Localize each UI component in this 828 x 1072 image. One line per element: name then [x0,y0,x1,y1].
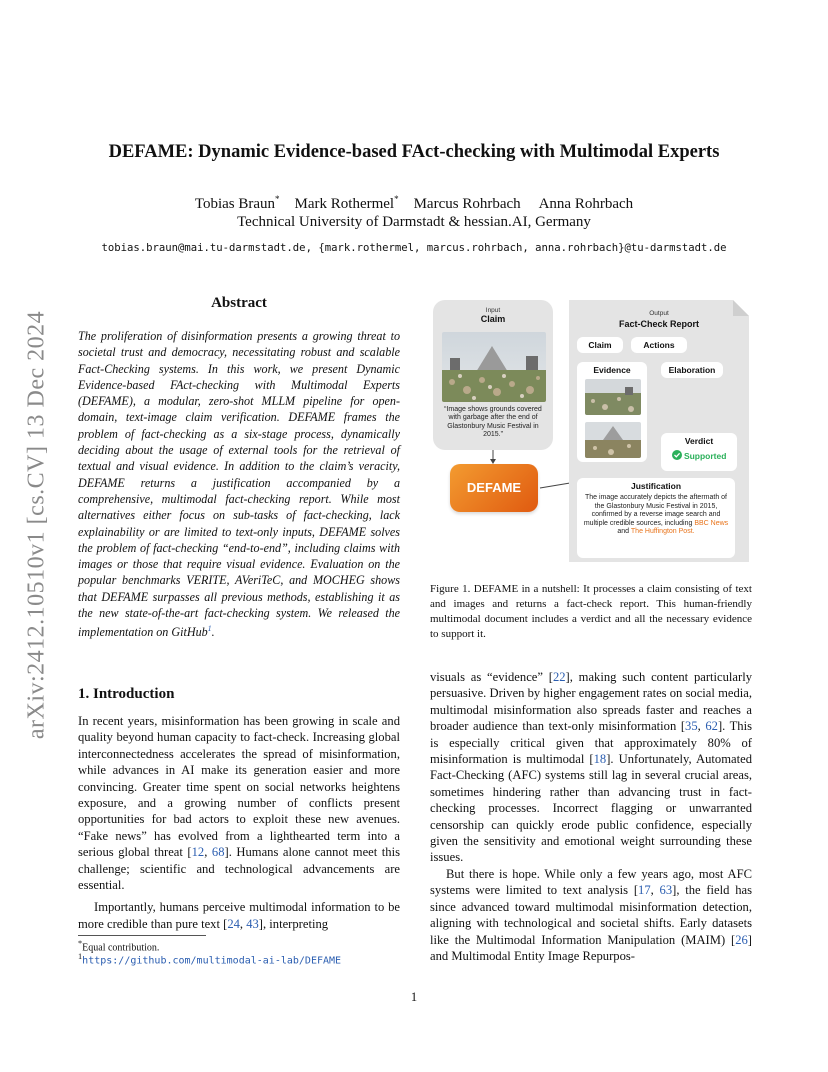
citation[interactable]: 62 [705,719,718,734]
author-emails: tobias.braun@mai.tu-darmstadt.de, {mark.rothermel, marcus.rohrbach, anna.rohrbach}@tu-darmstadt.de [101,242,727,254]
page-number: 1 [410,990,418,1004]
author: Marcus Rohrbach [413,196,521,212]
input-claim-label: Claim [480,314,506,324]
footnote-rule [78,935,206,936]
source-link-huffpost[interactable]: The Huffington Post. [630,528,695,536]
check-circle-icon [672,450,682,460]
citation[interactable]: 24 [227,916,240,931]
verdict-label: Verdict [684,436,714,446]
author: Anna Rohrbach [538,196,634,212]
citation[interactable]: 17 [638,883,651,898]
fact-check-report-panel [569,300,749,562]
intro-right-column [430,669,752,964]
input-small-label: Input [485,307,501,314]
claim-text: “Image shows grounds covered with garbage after the end of Glastonbury Music Festival in 2015.” [444,406,542,439]
output-small-label: Output [649,310,669,317]
footnote-github-link[interactable]: $^1$https://github.com/multimodal-ai-lab/DEFAME [78,952,342,967]
author: Tobias Braun* [194,194,280,212]
citation[interactable]: 18 [593,752,607,767]
chip-elaboration: Elaboration [661,362,723,378]
evidence-image-1 [585,379,641,415]
citation[interactable]: 63 [659,883,673,898]
intro-paragraph: But there is hope. While only a few years ago, most AFC systems were limited to text analysis [17, 63], the field has since advanced toward multimodal misinformation detection, aligning with technological and societal shifts. Early datasets like the Multimodal Information Manipulation (MAIM) [26] and Multimodal Entity Image Repurpos- [430,866,752,963]
defame-system-box: DEFAME [450,464,538,512]
footnote-equal-contribution: *Equal contribution. [78,939,160,954]
justification-label: Justification [630,481,682,491]
figure-caption: Figure 1. DEFAME in a nutshell: It processes a claim consisting of text and images and returns a fact-check report. This human-friendly multimodal document includes a verdict and all the necessary evidence to support it. [430,583,752,640]
evidence-image-2 [585,422,641,458]
justification-text: The image accurately depicts the aftermath of the Glastonbury Music Festival in 2015, confirmed by a reverse image search and multiple credible sources, including BBC News and The Huffington Post. [583,494,729,536]
abstract-text: The proliferation of disinformation presents a growing threat to societal trust and democracy, necessitating robust and scalable Fact-Checking systems. In this work, we present Dynamic Evidence-based FAct-checking with Multimodal Experts (DEFAME), a modular, zero-shot MLLM pipeline for open-domain, text-image claim verification. DEFAME frames the problem of fact-checking as a six-stage process, dynamically deciding about the usage of external tools for the retrieval of textual and visual evidence. In addition to the claim’s veracity, DEFAME returns a justification accompanied by a comprehensive, multimodal fact-checking report. While most alternatives either focus on sub-tasks of fact-checking, lack explainability or are limited to text-only inputs, DEFAME solves the problem of fact-checking “end-to-end”, including claims with images or those that require visual evidence. Evaluation on the popular benchmarks VERITE, AVeriTeC, and MOCHEG shows that DEFAME surpasses all previous methods, establishing it as the new state-of-the-art fact-checking system. We released the implementation on GitHub$^1$. [78,329,400,640]
affiliation: Technical University of Darmstadt & hessian.AI, Germany [237,214,591,230]
citation[interactable]: 22 [552,670,566,684]
paper-title: DEFAME: Dynamic Evidence-based FAct-checking with Multimodal Experts [108,142,720,162]
intro-paragraph: visuals as “evidence” [22], making such content particularly persuasive. Driven by higher engagement rates on social media, multimodal misinformation also spreads faster and reaches a broader audience than text-only misinformation [35, 62]. This is especially critical given that approximately 80% of misinformation is multimodal [18]. Unfortunately, Automated Fact-Checking (AFC) systems still lag in several crucial areas, sometimes hindering rather than advancing trust in fact-checking processes. Incorrect flagging or unwarranted censorship can quickly erode public confidence, especially given the sensitivity and emotional weight surrounding these issues. [430,670,753,865]
intro-paragraph: Importantly, humans perceive multimodal information to be more credible than pure text [24, 43], interpreting [78,900,400,931]
chip-justification [577,478,735,558]
evidence-label: Evidence [593,365,631,375]
output-report-label: Fact-Check Report [618,319,699,329]
citation[interactable]: 26 [735,932,748,947]
citation[interactable]: 43 [246,916,259,931]
author: Mark Rothermel* [294,194,399,212]
footnote-ref[interactable]: 1 [207,624,212,634]
citation[interactable]: 35 [685,719,698,734]
source-link-bbc[interactable]: BBC News [694,519,729,527]
chip-claim: Claim [577,337,623,353]
citation[interactable]: 68 [211,845,225,860]
chip-evidence [577,362,647,462]
verdict-value: Supported [661,449,737,463]
arxiv-identifier: arXiv:2412.10510v1 [cs.CV] 13 Dec 2024 [23,310,50,740]
chip-verdict [661,433,737,471]
figure-1 [432,296,757,564]
intro-left-column [78,713,400,932]
section-heading-introduction: 1. Introduction [78,686,175,702]
intro-paragraph: In recent years, misinformation has been growing in scale and quality beyond human capacity to fact-check. Increasing global interconnectedness accelerates the spread of misinformation, while advances in AI make its generation easier and more convincing. Greater time spent on social networks heightens exposure, and a growing number of conflicts present opportunities for bad actors to exploit these new avenues. “Fake news” has evolved from a lighthearted term into a serious global threat [12, 68]. Humans alone cannot meet this challenge; scientific and technological advancements are essential. [78,714,400,893]
abstract-heading: Abstract [211,295,267,311]
author-list [0,194,828,213]
chip-actions: Actions [631,337,687,353]
citation[interactable]: 12 [191,845,205,860]
